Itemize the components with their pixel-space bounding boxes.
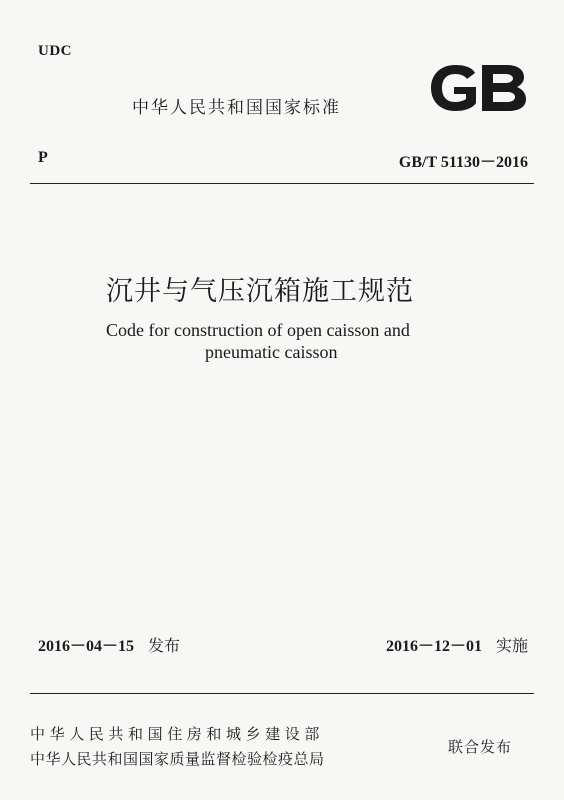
issue-label: 发布 xyxy=(148,636,181,655)
top-divider xyxy=(30,183,534,184)
effective-label: 实施 xyxy=(495,636,528,655)
issue-date-block xyxy=(38,633,180,656)
title-chinese: 沉井与气压沉箱施工规范 xyxy=(106,276,414,307)
bottom-divider xyxy=(30,693,534,694)
national-standard-heading: 中华人民共和国国家标准 xyxy=(132,98,341,118)
gb-logo-icon xyxy=(428,63,528,113)
issuer-quality-administration: 中华人民共和国国家质量监督检验检疫总局 xyxy=(30,750,325,768)
standard-number: GB/T 51130－2016 xyxy=(398,154,528,171)
udc-label: UDC xyxy=(38,43,72,59)
joint-release-label: 联合发布 xyxy=(448,738,513,756)
title-english xyxy=(106,319,526,363)
effective-date: 2016－12－01 xyxy=(385,638,482,655)
issuer-ministry-housing: 中华人民共和国住房和城乡建设部 xyxy=(30,725,325,743)
issue-date: 2016－04－15 xyxy=(38,638,135,655)
classification-code: P xyxy=(38,149,48,166)
title-english-line1: Code for construction of open caisson and xyxy=(106,320,410,340)
title-english-line2: pneumatic caisson xyxy=(205,342,338,362)
effective-date-block xyxy=(386,633,528,656)
